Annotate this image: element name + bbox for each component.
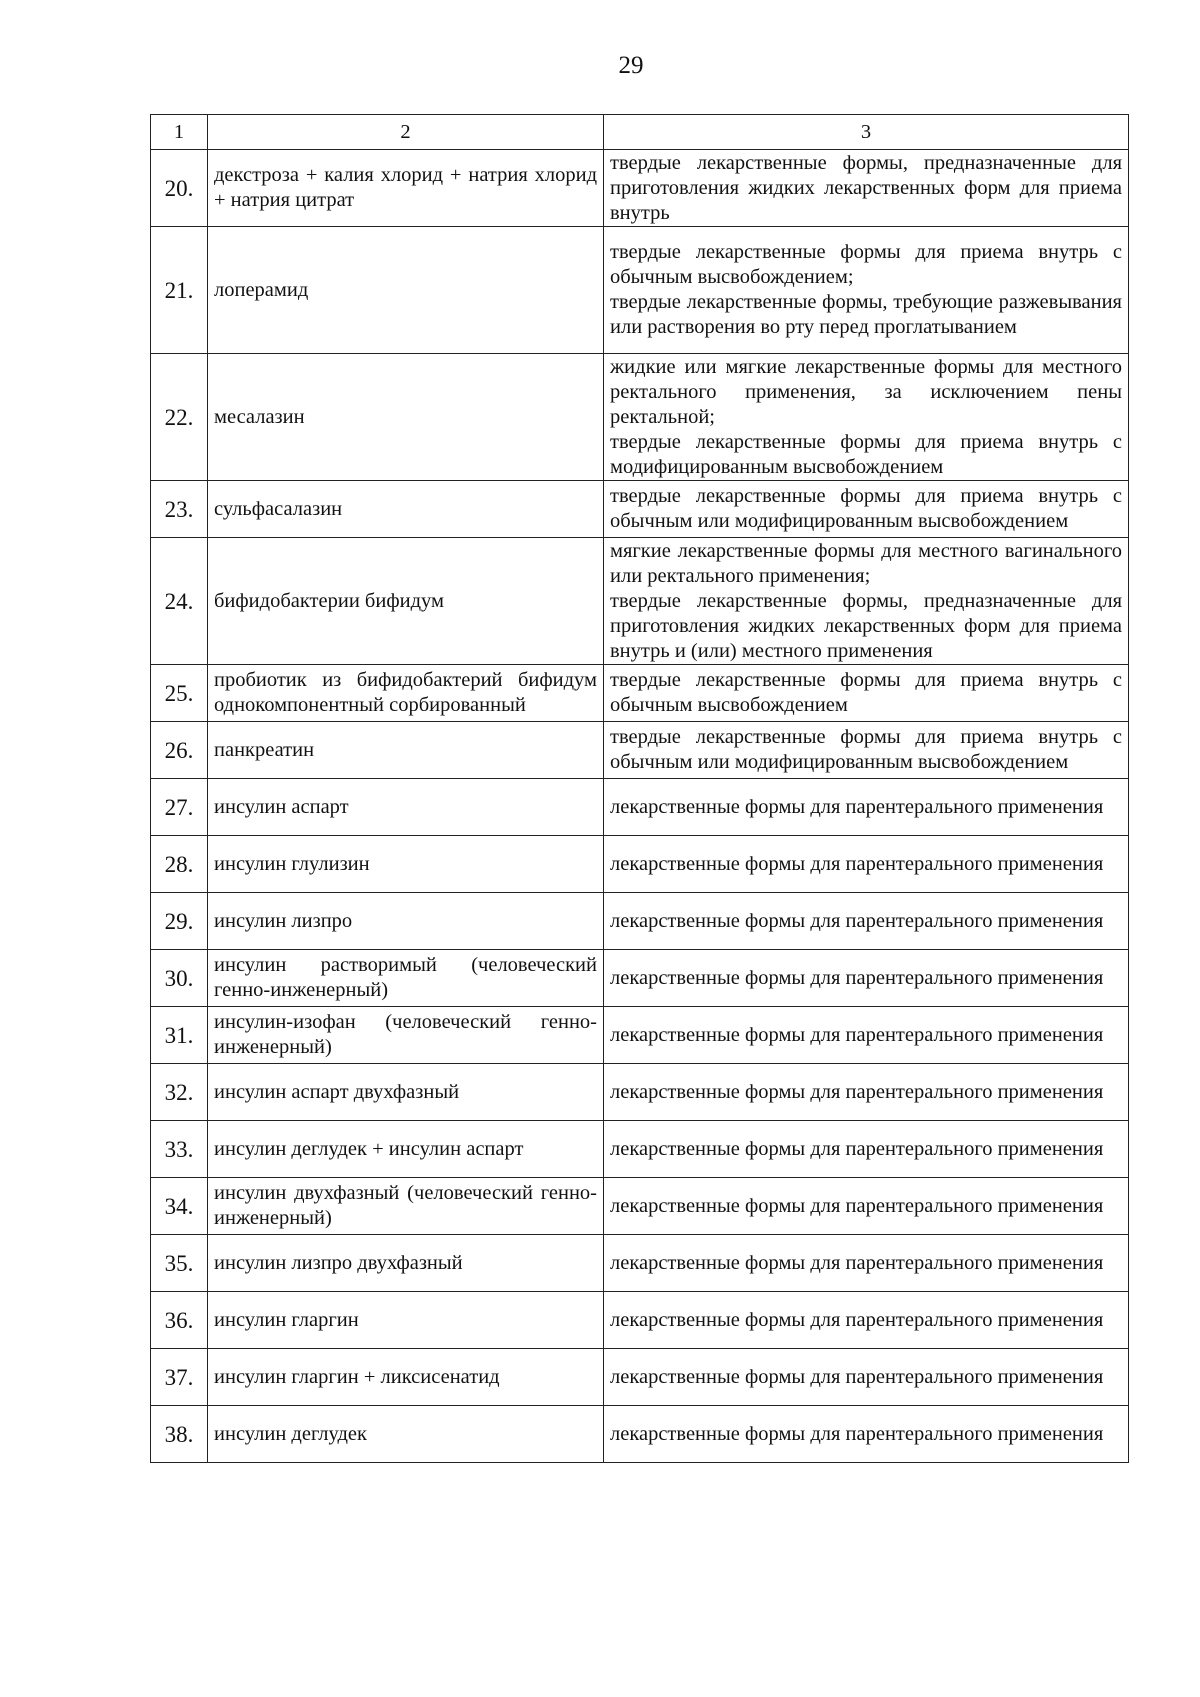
dosage-form-text: лекарственные формы для парентерального применения [610, 852, 1104, 875]
row-number: 23. [151, 481, 208, 538]
table-row [151, 354, 1129, 481]
dosage-forms [604, 1121, 1129, 1178]
row-number: 33. [151, 1121, 208, 1178]
page-number: 29 [618, 52, 644, 79]
dosage-form-text: лекарственные формы для парентерального применения [610, 1308, 1104, 1331]
table-row [151, 1007, 1129, 1064]
table-row [151, 227, 1129, 354]
dosage-forms [604, 722, 1129, 779]
dosage-form-text: лекарственные формы для парентерального применения [610, 1422, 1104, 1445]
drug-name: сульфасалазин [208, 481, 604, 538]
drug-name: лоперамид [208, 227, 604, 354]
dosage-forms [604, 1406, 1129, 1463]
dosage-forms [604, 665, 1129, 722]
drug-name: инсулин растворимый (человеческий генно-инженерный) [208, 950, 604, 1007]
dosage-form-text: твердые лекарственные формы для приема внутрь с обычным высвобождением [610, 669, 1122, 716]
table-row [151, 665, 1129, 722]
dosage-form-text: твердые лекарственные формы для приема внутрь с обычным или модифицированным высвобождением [610, 485, 1122, 532]
table-row [151, 950, 1129, 1007]
drug-table [150, 114, 1129, 1463]
drug-name: инсулин деглудек [208, 1406, 604, 1463]
drug-name: инсулин двухфазный (человеческий генно-инженерный) [208, 1178, 604, 1235]
table-row [151, 1406, 1129, 1463]
dosage-form-text: твердые лекарственные формы для приема внутрь с обычным или модифицированным высвобождением [610, 726, 1122, 773]
row-number: 22. [151, 354, 208, 481]
table-row [151, 1064, 1129, 1121]
table-row [151, 1178, 1129, 1235]
dosage-forms [604, 150, 1129, 227]
table-body [151, 115, 1129, 1463]
dosage-form-text: твердые лекарственные формы для приема внутрь с модифицированным высвобождением [610, 430, 1122, 478]
drug-name: инсулин гларгин + ликсисенатид [208, 1349, 604, 1406]
column-header-3: 3 [604, 115, 1129, 150]
drug-name: инсулин деглудек + инсулин аспарт [208, 1121, 604, 1178]
row-number: 28. [151, 836, 208, 893]
dosage-forms [604, 1064, 1129, 1121]
row-number: 26. [151, 722, 208, 779]
dosage-form-text: лекарственные формы для парентерального применения [610, 1251, 1104, 1274]
table-row [151, 779, 1129, 836]
row-number: 25. [151, 665, 208, 722]
dosage-form-text: твердые лекарственные формы, предназначенные для приготовления жидких лекарственных форм для приема внутрь [610, 151, 1122, 224]
table-row [151, 836, 1129, 893]
table-row [151, 481, 1129, 538]
dosage-form-text: твердые лекарственные формы для приема внутрь с обычным высвобождением; [610, 241, 1122, 288]
drug-name: инсулин аспарт [208, 779, 604, 836]
dosage-forms [604, 950, 1129, 1007]
drug-name: инсулин аспарт двухфазный [208, 1064, 604, 1121]
drug-name: инсулин-изофан (человеческий генно-инженерный) [208, 1007, 604, 1064]
dosage-forms [604, 1235, 1129, 1292]
drug-name: декстроза + калия хлорид + натрия хлорид + натрия цитрат [208, 150, 604, 227]
dosage-form-text: лекарственные формы для парентерального применения [610, 1137, 1104, 1160]
dosage-forms [604, 893, 1129, 950]
dosage-form-text: лекарственные формы для парентерального применения [610, 1080, 1104, 1103]
dosage-forms [604, 354, 1129, 481]
table-row [151, 1349, 1129, 1406]
drug-name: бифидобактерии бифидум [208, 538, 604, 665]
row-number: 20. [151, 150, 208, 227]
dosage-form-text: жидкие или мягкие лекарственные формы для местного ректального применения, за исключением пены ректальной; [610, 355, 1122, 428]
table-row [151, 1292, 1129, 1349]
row-number: 29. [151, 893, 208, 950]
dosage-forms [604, 779, 1129, 836]
drug-name: панкреатин [208, 722, 604, 779]
dosage-forms [604, 1292, 1129, 1349]
row-number: 34. [151, 1178, 208, 1235]
row-number: 21. [151, 227, 208, 354]
table-row [151, 538, 1129, 665]
dosage-forms [604, 538, 1129, 665]
dosage-forms [604, 1007, 1129, 1064]
dosage-forms [604, 1178, 1129, 1235]
table-row [151, 722, 1129, 779]
dosage-form-text: лекарственные формы для парентерального применения [610, 909, 1104, 932]
row-number: 32. [151, 1064, 208, 1121]
dosage-form-text: лекарственные формы для парентерального применения [610, 966, 1104, 989]
dosage-form-text: твердые лекарственные формы, предназначенные для приготовления жидких лекарственных форм для приема внутрь и (или) местного применения [610, 589, 1122, 662]
table-row [151, 1235, 1129, 1292]
dosage-forms [604, 1349, 1129, 1406]
column-header-1: 1 [151, 115, 208, 150]
drug-name: инсулин лизпро двухфазный [208, 1235, 604, 1292]
drug-name: инсулин глулизин [208, 836, 604, 893]
table-row [151, 1121, 1129, 1178]
dosage-form-text: лекарственные формы для парентерального применения [610, 795, 1104, 818]
drug-name: инсулин лизпро [208, 893, 604, 950]
table-header-row [151, 115, 1129, 150]
dosage-forms [604, 481, 1129, 538]
row-number: 36. [151, 1292, 208, 1349]
dosage-form-text: твердые лекарственные формы, требующие разжевывания или растворения во рту перед проглатыванием [610, 291, 1122, 338]
dosage-forms [604, 836, 1129, 893]
drug-name: инсулин гларгин [208, 1292, 604, 1349]
table-row [151, 893, 1129, 950]
drug-name: пробиотик из бифидобактерий бифидум однокомпонентный сорбированный [208, 665, 604, 722]
drug-name: месалазин [208, 354, 604, 481]
row-number: 35. [151, 1235, 208, 1292]
row-number: 31. [151, 1007, 208, 1064]
column-header-2: 2 [208, 115, 604, 150]
row-number: 24. [151, 538, 208, 665]
dosage-form-text: лекарственные формы для парентерального применения [610, 1194, 1104, 1217]
dosage-forms [604, 227, 1129, 354]
row-number: 30. [151, 950, 208, 1007]
row-number: 37. [151, 1349, 208, 1406]
dosage-form-text: мягкие лекарственные формы для местного вагинального или ректального применения; [610, 539, 1122, 587]
row-number: 38. [151, 1406, 208, 1463]
table-row [151, 150, 1129, 227]
dosage-form-text: лекарственные формы для парентерального применения [610, 1365, 1104, 1388]
dosage-form-text: лекарственные формы для парентерального применения [610, 1023, 1104, 1046]
row-number: 27. [151, 779, 208, 836]
